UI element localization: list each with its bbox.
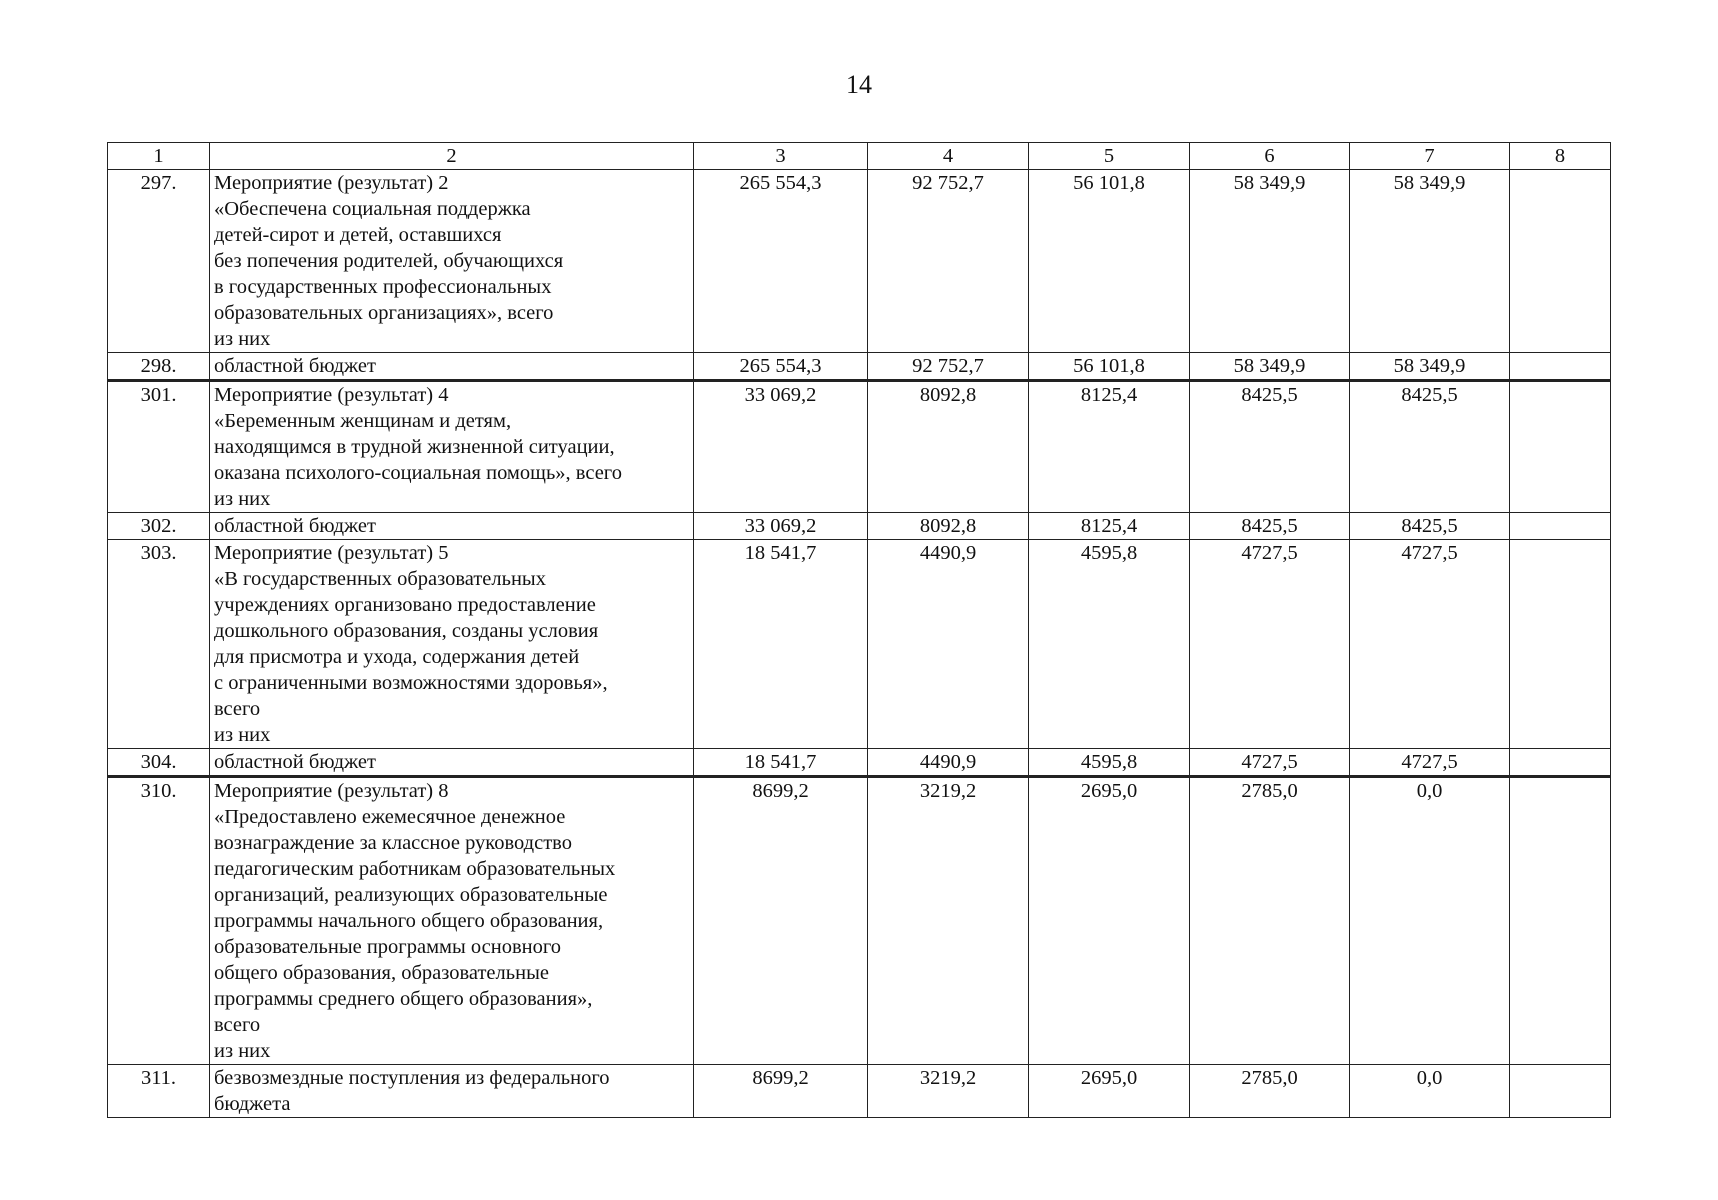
value-col-6: 4727,5 xyxy=(1190,749,1350,777)
value-col-4: 3219,2 xyxy=(868,1065,1029,1118)
row-number: 310. xyxy=(108,777,210,1065)
column-header-6: 6 xyxy=(1190,143,1350,170)
row-number: 297. xyxy=(108,170,210,353)
value-col-6: 58 349,9 xyxy=(1190,170,1350,353)
row-description: областной бюджет xyxy=(210,353,694,381)
row-number: 301. xyxy=(108,381,210,513)
row-description: областной бюджет xyxy=(210,513,694,540)
value-col-7: 58 349,9 xyxy=(1350,170,1510,353)
value-col-3: 265 554,3 xyxy=(694,353,868,381)
value-col-5: 2695,0 xyxy=(1029,1065,1190,1118)
value-col-3: 8699,2 xyxy=(694,777,868,1065)
value-col-7: 58 349,9 xyxy=(1350,353,1510,381)
value-col-5: 8125,4 xyxy=(1029,381,1190,513)
row-description: безвозмездные поступления из федерального бюджета xyxy=(210,1065,694,1118)
value-col-6: 4727,5 xyxy=(1190,540,1350,749)
column-header-4: 4 xyxy=(868,143,1029,170)
value-col-5: 4595,8 xyxy=(1029,749,1190,777)
value-col-4: 3219,2 xyxy=(868,777,1029,1065)
row-number: 302. xyxy=(108,513,210,540)
budget-table xyxy=(107,142,1611,1118)
row-number: 298. xyxy=(108,353,210,381)
value-col-8 xyxy=(1510,540,1611,749)
value-col-4: 92 752,7 xyxy=(868,353,1029,381)
value-col-8 xyxy=(1510,381,1611,513)
value-col-6: 8425,5 xyxy=(1190,381,1350,513)
value-col-7: 8425,5 xyxy=(1350,381,1510,513)
value-col-6: 2785,0 xyxy=(1190,1065,1350,1118)
page-number: 14 xyxy=(846,70,872,99)
value-col-8 xyxy=(1510,1065,1611,1118)
row-description: Мероприятие (результат) 4 «Беременным женщинам и детям, находящимся в трудной жизненной ситуации, оказана психолого-социальная помощь», всего из них xyxy=(210,381,694,513)
table-row xyxy=(108,1065,1611,1118)
value-col-6: 58 349,9 xyxy=(1190,353,1350,381)
column-header-7: 7 xyxy=(1350,143,1510,170)
row-description: Мероприятие (результат) 2 «Обеспечена социальная поддержка детей-сирот и детей, оставшихся без попечения родителей, обучающихся в государственных профессиональных образовательных организациях», всего из них xyxy=(210,170,694,353)
value-col-3: 33 069,2 xyxy=(694,381,868,513)
value-col-3: 8699,2 xyxy=(694,1065,868,1118)
value-col-5: 4595,8 xyxy=(1029,540,1190,749)
value-col-5: 56 101,8 xyxy=(1029,170,1190,353)
row-number: 304. xyxy=(108,749,210,777)
value-col-7: 0,0 xyxy=(1350,1065,1510,1118)
row-description: областной бюджет xyxy=(210,749,694,777)
value-col-3: 33 069,2 xyxy=(694,513,868,540)
value-col-8 xyxy=(1510,749,1611,777)
column-header-3: 3 xyxy=(694,143,868,170)
value-col-4: 8092,8 xyxy=(868,513,1029,540)
table-row xyxy=(108,777,1611,1065)
table-row xyxy=(108,513,1611,540)
row-description: Мероприятие (результат) 5 «В государственных образовательных учреждениях организовано предоставление дошкольного образования, созданы условия для присмотра и ухода, содержания детей с ограниченными возможностями здоровья», всего из них xyxy=(210,540,694,749)
table-row xyxy=(108,381,1611,513)
value-col-4: 4490,9 xyxy=(868,749,1029,777)
value-col-8 xyxy=(1510,513,1611,540)
value-col-6: 8425,5 xyxy=(1190,513,1350,540)
value-col-8 xyxy=(1510,777,1611,1065)
value-col-4: 92 752,7 xyxy=(868,170,1029,353)
value-col-4: 8092,8 xyxy=(868,381,1029,513)
value-col-5: 2695,0 xyxy=(1029,777,1190,1065)
row-number: 303. xyxy=(108,540,210,749)
value-col-5: 56 101,8 xyxy=(1029,353,1190,381)
row-number: 311. xyxy=(108,1065,210,1118)
row-description: Мероприятие (результат) 8 «Предоставлено ежемесячное денежное вознаграждение за классное руководство педагогическим работникам образовательных организаций, реализующих образовательные программы начального общего образования, образовательные программы основного общего образования, образовательные программы среднего общего образования», всего из них xyxy=(210,777,694,1065)
column-header-8: 8 xyxy=(1510,143,1611,170)
value-col-3: 18 541,7 xyxy=(694,749,868,777)
column-header-5: 5 xyxy=(1029,143,1190,170)
value-col-8 xyxy=(1510,170,1611,353)
value-col-3: 265 554,3 xyxy=(694,170,868,353)
table-row xyxy=(108,170,1611,353)
table-row xyxy=(108,353,1611,381)
value-col-7: 0,0 xyxy=(1350,777,1510,1065)
table-row xyxy=(108,749,1611,777)
value-col-7: 8425,5 xyxy=(1350,513,1510,540)
value-col-8 xyxy=(1510,353,1611,381)
value-col-4: 4490,9 xyxy=(868,540,1029,749)
value-col-6: 2785,0 xyxy=(1190,777,1350,1065)
value-col-7: 4727,5 xyxy=(1350,540,1510,749)
column-header-1: 1 xyxy=(108,143,210,170)
column-header-2: 2 xyxy=(210,143,694,170)
table-row xyxy=(108,540,1611,749)
header-row xyxy=(108,143,1611,170)
value-col-5: 8125,4 xyxy=(1029,513,1190,540)
value-col-7: 4727,5 xyxy=(1350,749,1510,777)
value-col-3: 18 541,7 xyxy=(694,540,868,749)
